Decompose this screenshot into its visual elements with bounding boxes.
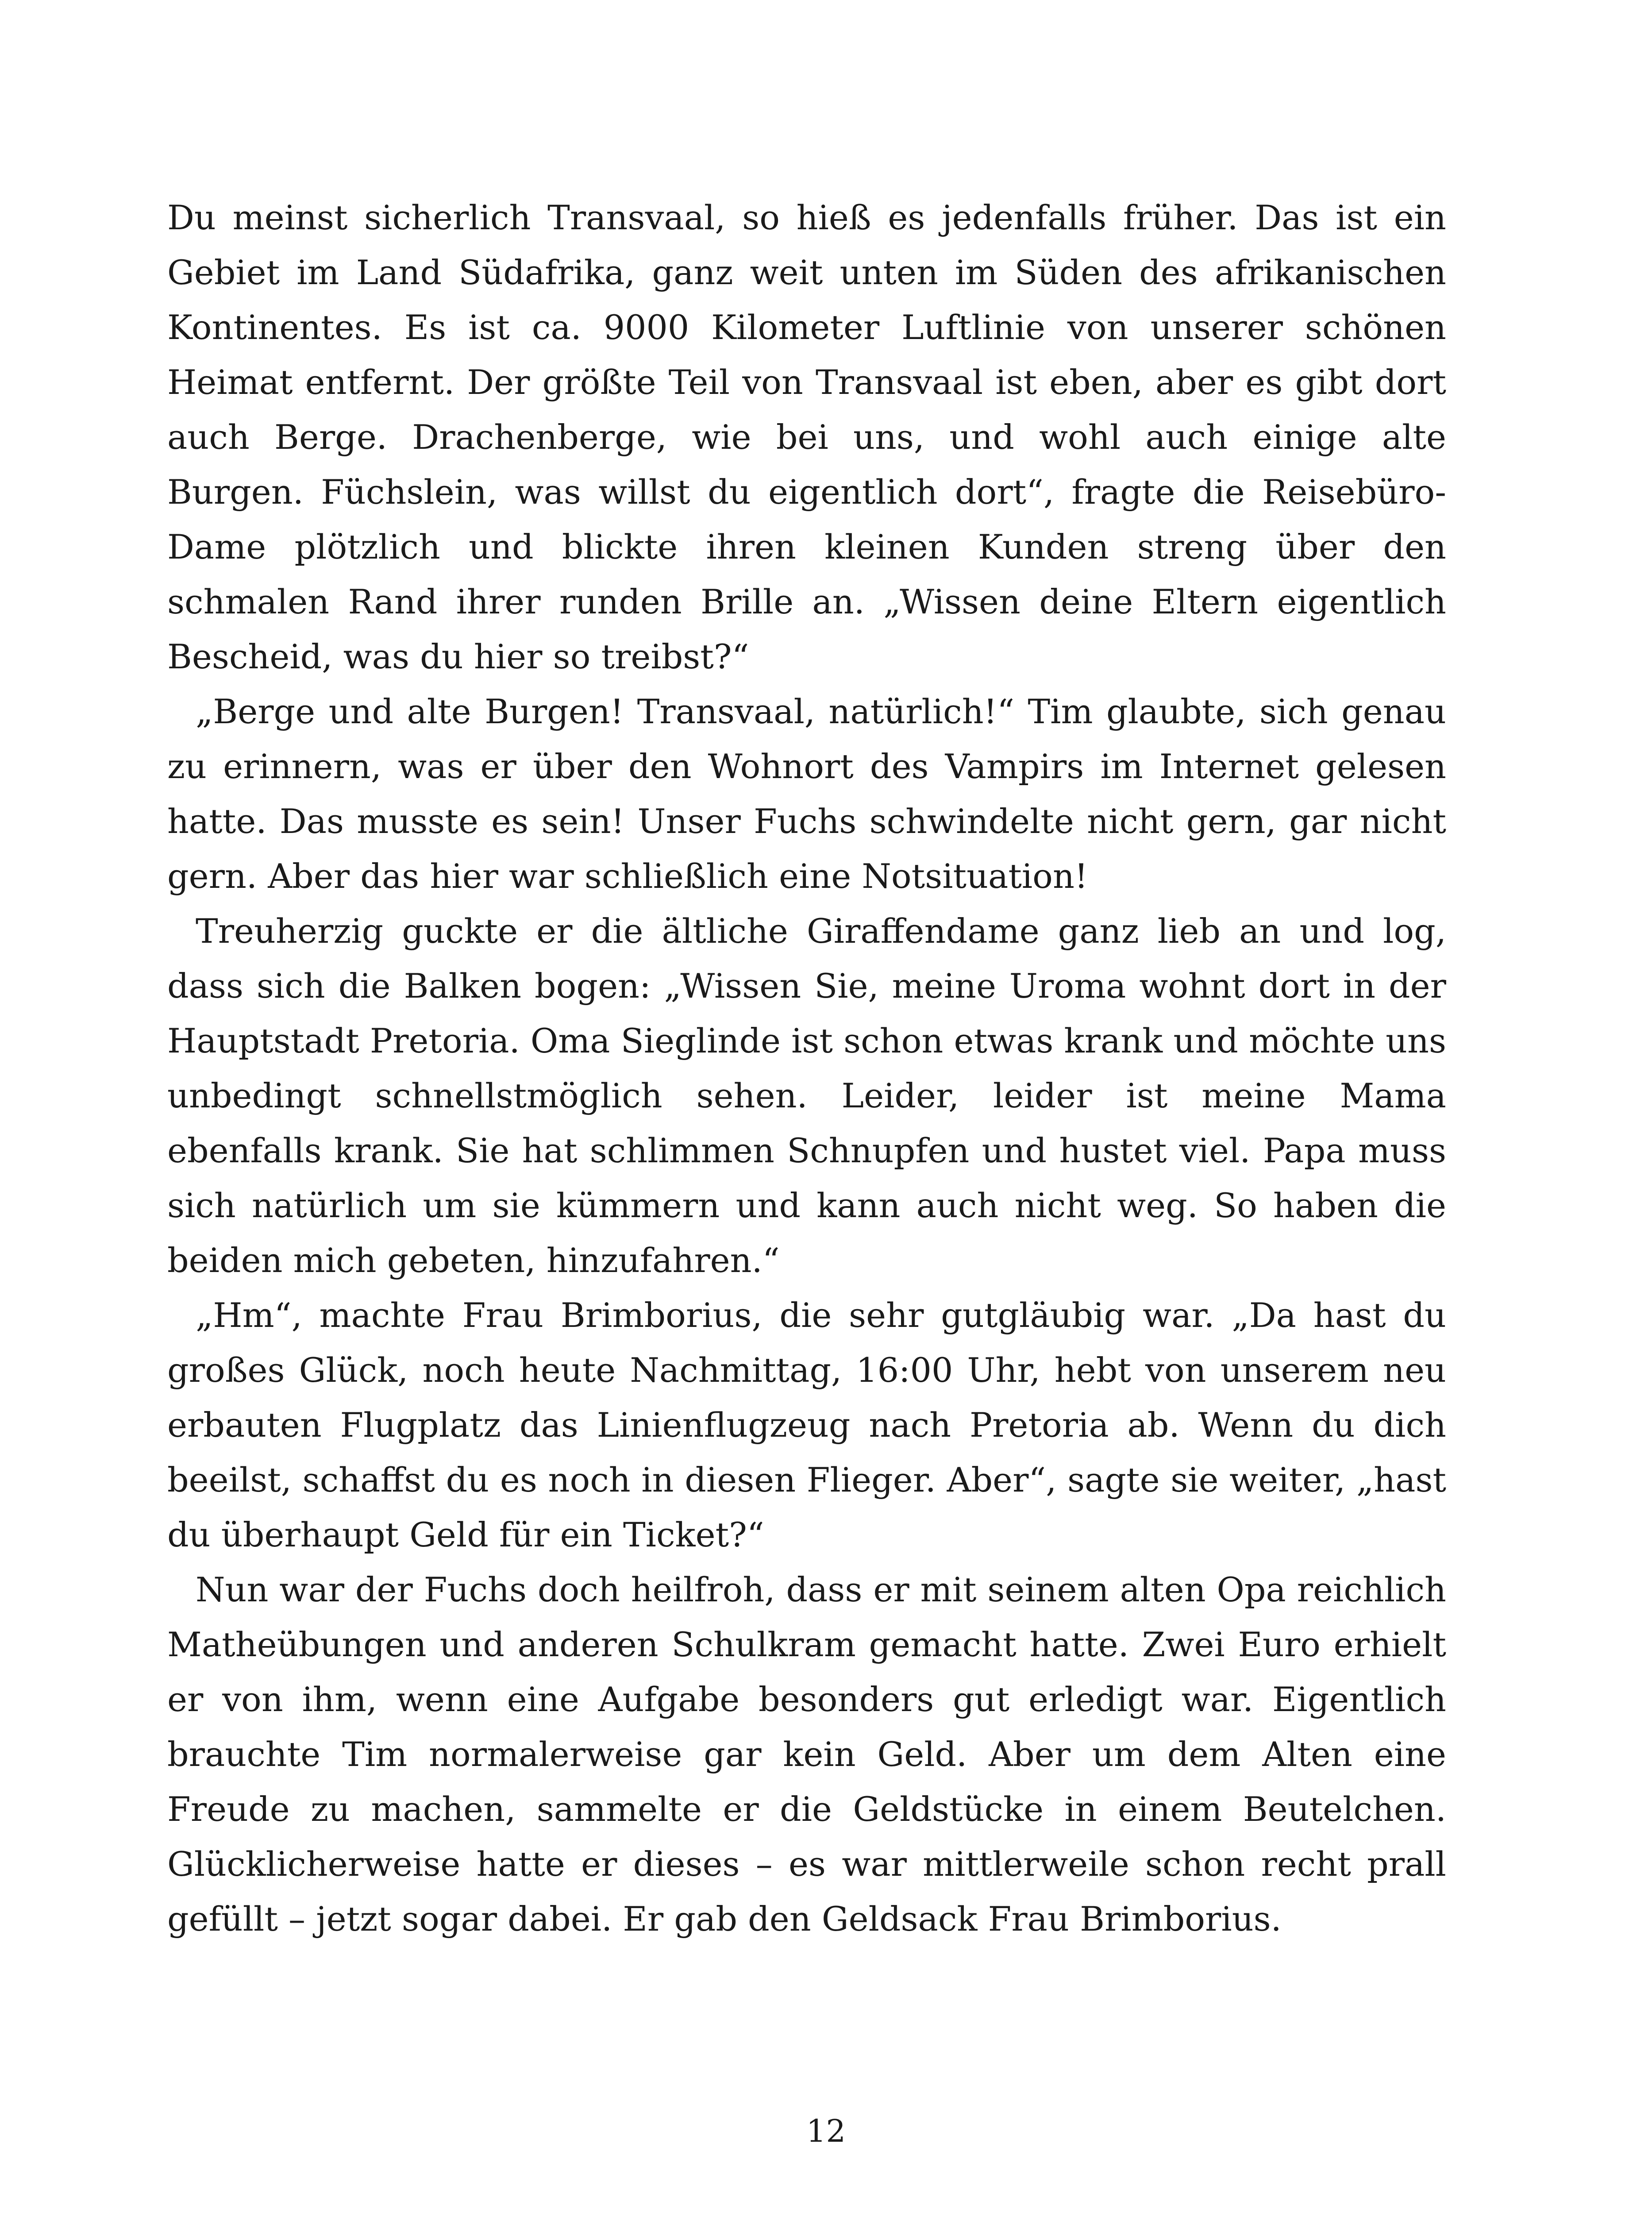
- paragraph-3: Treuherzig guckte er die ältliche Giraffendame ganz lieb an und log, dass sich die Balken bogen: „Wissen Sie, meine Uroma wohnt dort in der Hauptstadt Pretoria. Oma Sieglinde ist schon etwas krank und möchte uns unbedingt schnellstmöglich sehen. Leider, leider ist meine Mama ebenfalls krank. Sie hat schlimmen Schnupfen und hustet viel. Papa muss sich natürlich um sie kümmern und kann auch nicht weg. So haben die beiden mich gebeten, hinzufahren.“: [167, 911, 1447, 1280]
- paragraph-2: „Berge und alte Burgen! Transvaal, natürlich!“ Tim glaubte, sich genau zu erinnern, was er über den Wohnort des Vampirs im Internet gelesen hatte. Das musste es sein! Unser Fuchs schwindelte nicht gern, gar nicht gern. Aber das hier war schließlich eine Notsituation!: [167, 692, 1446, 896]
- paragraph-5: Nun war der Fuchs doch heilfroh, dass er mit seinem alten Opa reichlich Matheübungen und anderen Schulkram gemacht hatte. Zwei Euro erhielt er von ihm, wenn eine Aufgabe besonders gut erledigt war. Eigentlich brauchte Tim normalerweise gar kein Geld. Aber um dem Alten eine Freude zu machen, sammelte er die Geldstücke in einem Beutelchen. Glücklicherweise hatte er dieses – es war mittlerweile schon recht prall gefüllt – jetzt sogar dabei. Er gab den Geldsack Frau Brimborius.: [167, 1570, 1446, 1939]
- paragraph-1: Du meinst sicherlich Transvaal, so hieß es jedenfalls früher. Das ist ein Gebiet im Land Südafrika, ganz weit unten im Süden des afrikanischen Kontinentes. Es ist ca. 9000 Kilometer Luftlinie von unserer schönen Heimat entfernt. Der größte Teil von Transvaal ist eben, aber es gibt dort auch Berge. Drachenberge, wie bei uns, und wohl auch einige alte Burgen. Füchslein, was willst du eigentlich dort“, fragte die Reisebüro-Dame plötzlich und blickte ihren kleinen Kunden streng über den schmalen Rand ihrer runden Brille an. „Wissen deine Eltern eigentlich Bescheid, was du hier so treibst?“: [167, 198, 1446, 676]
- body-text: [167, 190, 1446, 1947]
- paragraph-4: „Hm“, machte Frau Brimborius, die sehr gutgläubig war. „Da hast du großes Glück, noch heute Nachmittag, 16:00 Uhr, hebt von unserem neu erbauten Flugplatz das Linienflugzeug nach Pretoria ab. Wenn du dich beeilst, schaffst du es noch in diesen Flieger. Aber“, sagte sie weiter, „hast du überhaupt Geld für ein Ticket?“: [167, 1295, 1446, 1554]
- page-number: 12: [806, 2113, 846, 2149]
